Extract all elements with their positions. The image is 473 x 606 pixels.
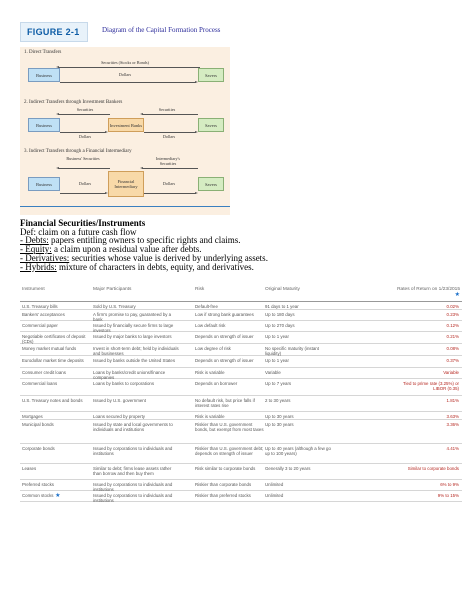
header-instrument: Instrument	[22, 287, 45, 292]
figure-body	[20, 47, 230, 215]
cell-instrument	[22, 482, 88, 487]
cell-participants	[93, 381, 179, 386]
section-3-financial-intermediary-box: Financial Intermediary	[108, 171, 144, 197]
cell-instrument	[22, 304, 88, 309]
cell-rate-text: 6% to 9%	[440, 481, 459, 487]
cell-maturity-text: Up to 270 days	[265, 322, 295, 328]
cell-rate-text: Similar to corporate bonds	[407, 465, 459, 471]
cell-participants	[93, 466, 179, 477]
cell-instrument-text: Leases	[22, 465, 37, 471]
cell-risk	[195, 312, 265, 317]
section-2-securities-right: Securities	[158, 107, 176, 112]
cell-rate-text: 9% to 15%	[437, 492, 459, 498]
cell-maturity	[265, 312, 333, 317]
cell-instrument	[22, 358, 88, 363]
cell-maturity-text: 91 days to 1 year	[265, 303, 299, 309]
table-row	[20, 379, 462, 396]
cell-maturity-text: Up to 40 years (although a few go up to 100 years)	[265, 445, 331, 456]
cell-risk-text: Low if strong bank guarantees	[195, 311, 254, 317]
section-3-business-box: Business	[28, 177, 60, 191]
figure-divider	[20, 206, 230, 207]
cell-participants-text: A firm's promise to pay, guaranteed by a bank	[93, 311, 172, 322]
cell-participants-text: Issued by banks outside the United States	[93, 357, 176, 363]
table-row	[20, 412, 462, 420]
table-row	[20, 310, 462, 321]
cell-maturity	[265, 346, 333, 357]
cell-instrument-text: Preferred stocks	[22, 481, 54, 487]
cell-risk	[195, 446, 265, 457]
cell-risk	[195, 398, 265, 409]
table-row	[20, 480, 462, 491]
cell-instrument-text: Common stocks	[22, 492, 54, 498]
cell-rate	[403, 370, 459, 375]
cell-risk-text: Risk is variable	[195, 369, 225, 375]
cell-risk-text: Depends on borrower	[195, 380, 238, 386]
cell-risk-text: Risk is variable	[195, 413, 225, 419]
cell-instrument	[22, 493, 88, 499]
cell-maturity	[265, 370, 333, 375]
instruments-table	[20, 286, 462, 502]
cell-risk-text: Low degree of risk	[195, 345, 231, 351]
section-2-securities-arrow-left	[58, 114, 110, 115]
cell-risk-text: Riskier than corporate bonds	[195, 481, 252, 487]
cell-instrument	[22, 414, 88, 419]
section-3-securities-arrow-right	[142, 168, 198, 169]
cell-instrument-text: Mortgages	[22, 413, 43, 419]
cell-maturity	[265, 381, 333, 386]
cell-maturity	[265, 334, 333, 339]
table-row	[20, 464, 462, 480]
section-2-dollars-left: Dollars	[78, 134, 92, 139]
cell-maturity	[265, 493, 333, 498]
table-row	[20, 396, 462, 412]
section-3-dollars-arrow-right	[144, 193, 196, 194]
figure-2-1	[20, 14, 230, 204]
cell-instrument	[22, 370, 88, 375]
definitions-heading: Financial Securities/Instruments	[20, 218, 146, 228]
cell-risk	[195, 482, 265, 487]
section-1-savers-box: Savers	[198, 68, 224, 82]
cell-risk	[195, 381, 265, 386]
term-debts-text: papers entitling owners to specific rights and claims.	[48, 235, 241, 246]
table-row	[20, 420, 462, 444]
cell-participants-text: Issued by financially secure firms to large investors	[93, 322, 174, 333]
cell-instrument-text: U.S. Treasury notes and bonds	[22, 397, 83, 403]
cell-participants-text: Issued by U.S. government	[93, 397, 146, 403]
cell-rate-text: 0.23%	[446, 311, 459, 317]
cell-rate	[403, 312, 459, 317]
cell-maturity	[265, 482, 333, 487]
section-1-securities-label: Securities (Stocks or Bonds)	[101, 60, 149, 65]
cell-participants	[93, 493, 179, 504]
section-2-savers-box: Savers	[198, 118, 224, 132]
cell-participants	[93, 422, 179, 433]
cell-participants-text: Invest in short-term debt; held by individuals and businesses	[93, 345, 179, 356]
header-participants: Major Participants	[93, 287, 132, 292]
term-debts: - Debts:	[20, 235, 49, 246]
table-row	[20, 444, 462, 464]
section-1-title: 1. Direct Transfers	[24, 50, 62, 55]
cell-risk-text: Risk similar to corporate bonds	[195, 465, 256, 471]
cell-participants-text: Loans by banks to corporations	[93, 380, 155, 386]
cell-rate-text: 0.08%	[446, 345, 459, 351]
cell-instrument-text: Commercial loans	[22, 380, 58, 386]
cell-maturity	[265, 398, 333, 403]
cell-maturity-text: Up to 1 year	[265, 333, 289, 339]
term-derivatives-text: securities whose value is derived by underlying assets.	[69, 252, 268, 263]
cell-instrument	[22, 381, 88, 386]
cell-maturity	[265, 304, 333, 309]
cell-participants-text: Issued by major banks to large investors	[93, 333, 172, 339]
section-2-dollars-arrow-right	[144, 132, 196, 133]
cell-maturity-text: Up to 30 years	[265, 413, 294, 419]
section-3-savers-box: Savers	[198, 177, 224, 191]
section-3-title: 3. Indirect Transfers through a Financial Intermediary	[24, 149, 132, 154]
table-row	[20, 332, 462, 344]
cell-participants-text: Similar to debt; firms lease assets rather than borrow and then buy them	[93, 465, 172, 476]
cell-rate	[403, 493, 459, 498]
star-icon: ★	[454, 291, 460, 298]
cell-risk-text: Riskier than U.S. government debt; depends on strength of issuer	[195, 445, 264, 456]
definitions-block	[20, 219, 460, 271]
section-2-business-box: Business	[28, 118, 60, 132]
cell-instrument	[22, 323, 88, 328]
cell-instrument	[22, 466, 88, 471]
cell-risk	[195, 304, 265, 309]
section-1-business-box: Business	[28, 68, 60, 82]
section-3-dollars-left: Dollars	[78, 181, 92, 186]
cell-risk	[195, 414, 265, 419]
cell-participants-text: Issued by corporations to individuals and institutions	[93, 492, 173, 503]
term-hybrids: - Hybrids:	[20, 261, 57, 272]
table-row	[20, 356, 462, 368]
section-2-investment-banks-box: Investment Banks	[108, 118, 144, 132]
cell-participants	[93, 414, 179, 419]
cell-risk	[195, 334, 265, 339]
section-3-dollars-arrow-left	[60, 193, 106, 194]
cell-rate-text: 0.12%	[446, 322, 459, 328]
cell-participants	[93, 334, 179, 339]
cell-maturity-text: 2 to 30 years	[265, 397, 291, 403]
cell-instrument-text: Commercial paper	[22, 322, 58, 328]
cell-rate	[403, 381, 459, 392]
cell-risk-text: Depends on strength of issuer	[195, 333, 254, 339]
cell-participants	[93, 346, 179, 357]
cell-risk	[195, 493, 265, 498]
term-equity: - Equity:	[20, 244, 52, 255]
figure-header	[20, 22, 230, 42]
cell-rate-text: Variable	[443, 369, 459, 375]
cell-risk-text: Riskier than preferred stocks	[195, 492, 251, 498]
table-row	[20, 344, 462, 356]
cell-instrument-text: Money market mutual funds	[22, 345, 77, 351]
cell-participants-text: Issued by corporations to individuals and institutions	[93, 481, 173, 492]
cell-risk-text: Riskier than U.S. government bonds, but exempt from most taxes	[195, 421, 264, 432]
cell-instrument-text: Consumer credit loans	[22, 369, 66, 375]
cell-risk	[195, 422, 265, 433]
cell-rate	[403, 346, 459, 351]
cell-participants	[93, 398, 179, 403]
section-1-dollars-arrow	[60, 82, 196, 83]
section-1-dollars-label: Dollars	[118, 72, 132, 77]
cell-instrument-text: Bankers' acceptances	[22, 311, 65, 317]
term-derivatives: - Derivatives:	[20, 252, 70, 263]
cell-risk-text: Default-free	[195, 303, 218, 309]
cell-instrument	[22, 312, 88, 317]
cell-instrument-text: Municipal bonds	[22, 421, 54, 427]
table-body	[20, 302, 462, 502]
cell-risk-text: No default risk, but price falls if interest rates rise	[195, 397, 255, 408]
cell-rate-text: 0.02%	[446, 303, 459, 309]
cell-rate	[403, 304, 459, 309]
section-2-dollars-arrow-left	[60, 132, 106, 133]
cell-maturity-text: Up to 1 year	[265, 357, 289, 363]
section-2-title: 2. Indirect Transfers through Investment Bankers	[24, 100, 123, 105]
cell-rate	[403, 398, 459, 403]
section-1-securities-arrow	[58, 67, 200, 68]
cell-maturity-text: Unlimited	[265, 492, 284, 498]
cell-risk	[195, 346, 265, 351]
cell-rate-text: 3.36%	[446, 421, 459, 427]
section-2-securities-left: Securities	[76, 107, 94, 112]
cell-participants-text: Issued by state and local governments to individuals and institutions	[93, 421, 173, 432]
cell-instrument	[22, 446, 88, 451]
header-rates	[392, 287, 460, 298]
cell-instrument-text: Corporate bonds	[22, 445, 55, 451]
cell-participants-text: Issued by corporations to individuals and institutions	[93, 445, 173, 456]
cell-rate-text: 0.37%	[446, 357, 459, 363]
cell-maturity-text: Unlimited	[265, 481, 284, 487]
cell-instrument	[22, 422, 88, 427]
cell-rate	[403, 466, 459, 471]
cell-rate	[403, 446, 459, 451]
cell-rate	[403, 482, 459, 487]
term-equity-text: a claim upon a residual value after debts.	[51, 244, 202, 255]
table-header	[20, 286, 462, 302]
cell-maturity-text: Variable	[265, 369, 281, 375]
header-maturity: Original Maturity	[265, 287, 300, 292]
table-row	[20, 321, 462, 332]
section-2-securities-arrow-right	[142, 114, 198, 115]
cell-rate	[403, 414, 459, 419]
cell-rate	[403, 358, 459, 363]
table-row	[20, 368, 462, 379]
cell-risk	[195, 370, 265, 375]
cell-risk-text: Low default risk	[195, 322, 226, 328]
header-rates-text: Rates of Return on 1/23/2015	[397, 287, 460, 292]
cell-maturity	[265, 422, 333, 427]
cell-participants	[93, 304, 179, 309]
figure-title: Diagram of the Capital Formation Process	[102, 26, 221, 34]
cell-maturity-text: Up to 7 years	[265, 380, 292, 386]
cell-rate-text: 4.41%	[446, 445, 459, 451]
definition-line: Def: claim on a future cash flow	[20, 226, 137, 237]
cell-rate	[403, 323, 459, 328]
cell-risk	[195, 323, 265, 328]
cell-risk	[195, 466, 265, 471]
section-3-dollars-right: Dollars	[162, 181, 176, 186]
cell-maturity-text: Up to 30 years	[265, 421, 294, 427]
cell-maturity	[265, 358, 333, 363]
cell-rate	[403, 422, 459, 427]
cell-rate-text: 0.21%	[446, 333, 459, 339]
cell-instrument-text: U.S. Treasury bills	[22, 303, 58, 309]
section-2-dollars-right: Dollars	[162, 134, 176, 139]
cell-maturity	[265, 323, 333, 328]
cell-maturity-text: Up to 180 days	[265, 311, 295, 317]
cell-maturity	[265, 466, 333, 471]
table-row	[20, 302, 462, 310]
star-icon: ★	[53, 492, 61, 499]
cell-participants-text: Loans by banks/credit unions/finance companies	[93, 369, 166, 380]
cell-risk	[195, 358, 265, 363]
term-hybrids-text: mixture of characters in debts, equity, and derivatives.	[56, 261, 254, 272]
cell-maturity-text: No specific maturity (instant liquidity)	[265, 345, 319, 356]
cell-participants-text: Sold by U.S. Treasury	[93, 303, 136, 309]
section-3-securities-right: Intermediary's Securities	[155, 156, 180, 166]
cell-maturity	[265, 446, 333, 457]
section-3-securities-left: Business' Securities	[66, 156, 100, 161]
cell-instrument-text: Eurodollar market time deposits	[22, 357, 84, 363]
cell-maturity-text: Generally 3 to 20 years	[265, 465, 311, 471]
cell-maturity	[265, 414, 333, 419]
cell-instrument	[22, 398, 88, 403]
cell-participants	[93, 358, 179, 363]
cell-rate-text: Tied to prime rate (3.25%) or LIBOR (0.35)	[403, 380, 459, 391]
cell-instrument-text: Negotiable certificates of deposit (CDs)	[22, 333, 86, 344]
table-row	[20, 491, 462, 502]
cell-instrument	[22, 346, 88, 351]
cell-participants-text: Loans secured by property	[93, 413, 145, 419]
cell-rate	[403, 334, 459, 339]
definition-item-hybrids	[20, 263, 460, 272]
cell-participants	[93, 446, 179, 457]
cell-rate-text: 1.81%	[446, 397, 459, 403]
header-risk: Risk	[195, 287, 205, 292]
figure-label: FIGURE 2-1	[20, 22, 88, 42]
cell-risk-text: Depends on strength of issuer	[195, 357, 254, 363]
cell-rate-text: 3.63%	[446, 413, 459, 419]
cell-instrument	[22, 334, 88, 345]
section-3-securities-arrow-left	[58, 168, 110, 169]
